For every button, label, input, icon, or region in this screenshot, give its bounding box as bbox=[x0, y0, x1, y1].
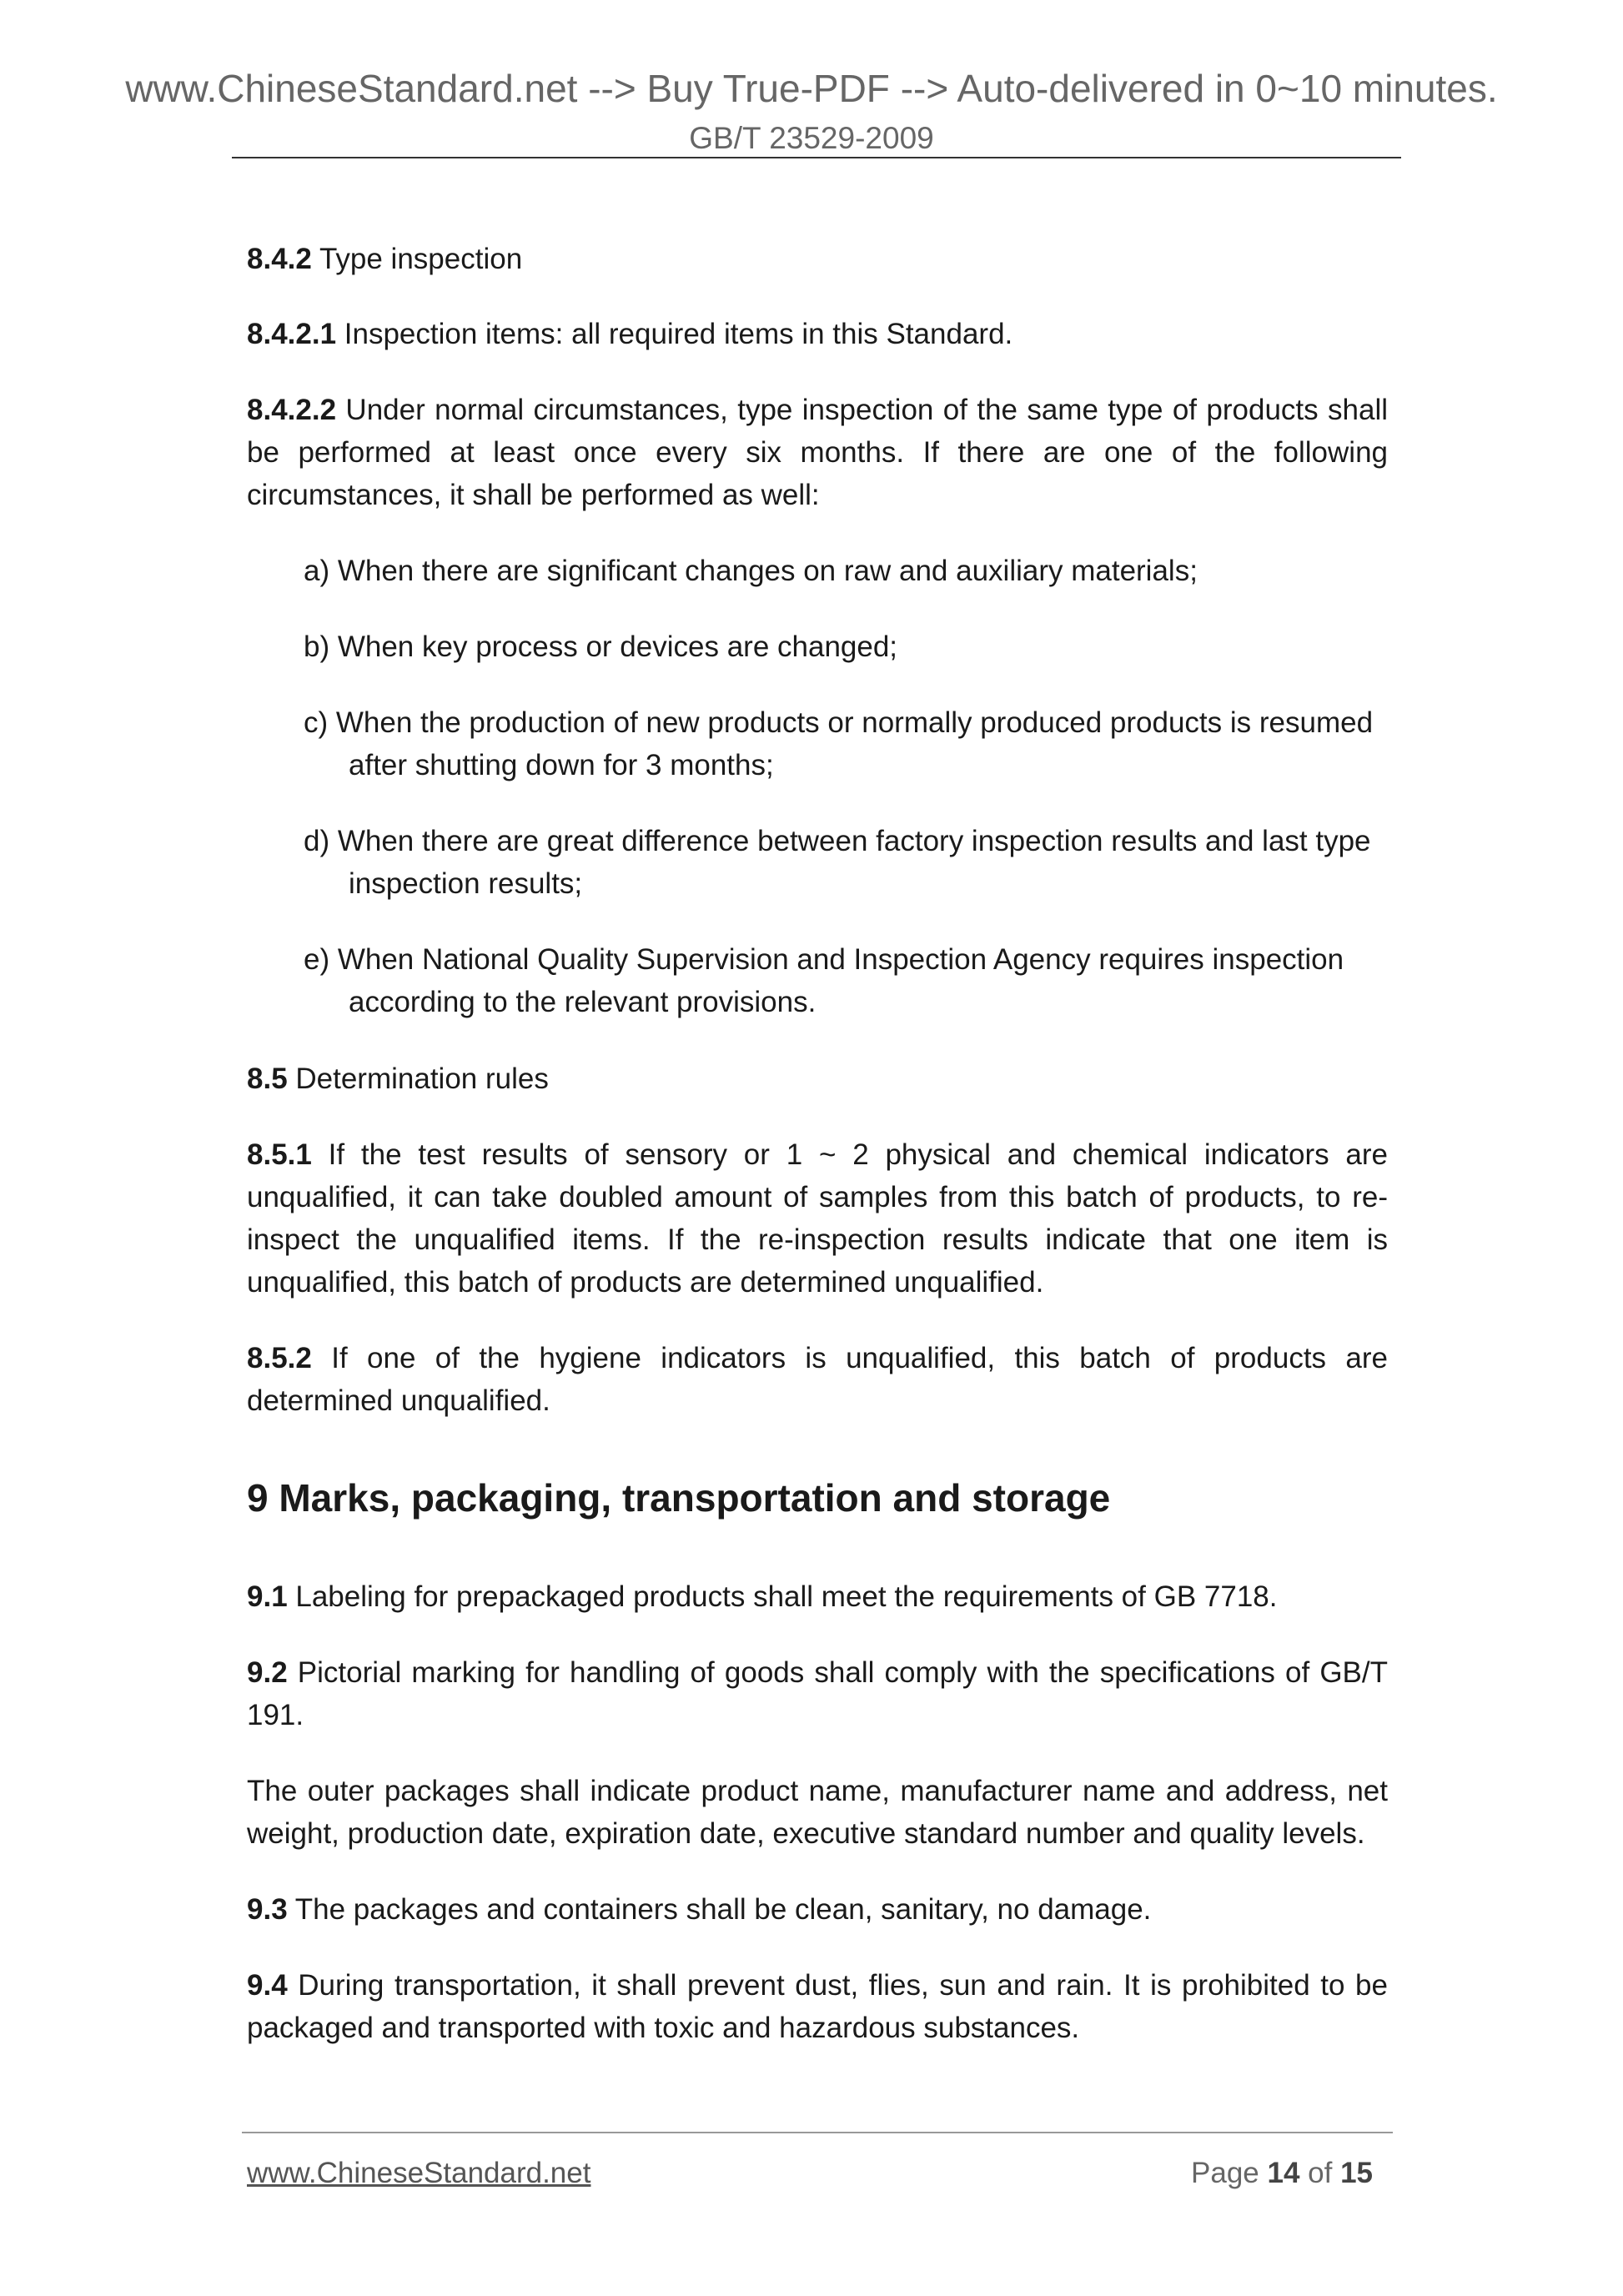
list-item-text: a) When there are significant changes on raw and auxiliary materials; bbox=[304, 555, 1198, 587]
clause-number: 8.4.2.1 bbox=[247, 318, 337, 350]
list-item-continuation: after shutting down for 3 months; bbox=[349, 749, 774, 781]
clause-text: The packages and containers shall be clean, sanitary, no damage. bbox=[287, 1893, 1152, 1926]
list-item-d bbox=[304, 820, 1388, 905]
list-item-c bbox=[304, 701, 1388, 786]
page-of: of bbox=[1299, 2157, 1341, 2189]
clause-8-4-2-2 bbox=[247, 389, 1388, 516]
clause-number: 9.2 bbox=[247, 1656, 288, 1689]
clause-8-5 bbox=[247, 1058, 1388, 1100]
clause-8-5-2 bbox=[247, 1337, 1388, 1422]
clause-9-3 bbox=[247, 1888, 1388, 1931]
page-total: 15 bbox=[1340, 2157, 1373, 2189]
clause-8-5-1 bbox=[247, 1133, 1388, 1304]
list-item-text: e) When National Quality Supervision and Inspection Agency requires inspection bbox=[304, 943, 1344, 976]
list-item-b bbox=[304, 625, 1388, 668]
list-item-continuation: inspection results; bbox=[349, 867, 583, 900]
clause-8-4-2 bbox=[247, 238, 1388, 280]
clause-text: Labeling for prepackaged products shall meet the requirements of GB 7718. bbox=[287, 1580, 1278, 1613]
clause-text: Determination rules bbox=[287, 1063, 549, 1095]
clause-9-1 bbox=[247, 1575, 1388, 1618]
clause-text: Type inspection bbox=[311, 243, 523, 275]
clause-number: 8.5.2 bbox=[247, 1342, 312, 1374]
standard-number: GB/T 23529-2009 bbox=[689, 121, 934, 155]
clause-text: If the test results of sensory or 1 ~ 2 physical and chemical indicators are unqualified, it can take doubled amount of samples from this batch of products, to re-inspect the unqualified items. If the re-inspection results indicate that one item is unqualified, this batch of products are determined unqualified. bbox=[247, 1138, 1388, 1299]
clause-8-4-2-1 bbox=[247, 313, 1388, 355]
clause-text: If one of the hygiene indicators is unqualified, this batch of products are determined unqualified. bbox=[247, 1342, 1388, 1417]
page-indicator bbox=[1191, 2153, 1373, 2193]
page-current: 14 bbox=[1267, 2157, 1300, 2189]
clause-number: 8.4.2.2 bbox=[247, 394, 337, 426]
clause-text: Inspection items: all required items in this Standard. bbox=[336, 318, 1013, 350]
list-item-text: c) When the production of new products or normally produced products is resumed bbox=[304, 706, 1374, 739]
list-item-e bbox=[304, 938, 1388, 1023]
header-banner: www.ChineseStandard.net --> Buy True-PDF --> Auto-delivered in 0~10 minutes. bbox=[125, 67, 1498, 110]
footer-divider bbox=[242, 2132, 1393, 2133]
outer-packages-paragraph: The outer packages shall indicate product name, manufacturer name and address, net weight, production date, expiration date, executive standard number and quality levels. bbox=[247, 1775, 1388, 1850]
clause-9-2 bbox=[247, 1651, 1388, 1736]
list-item-a bbox=[304, 550, 1388, 592]
clause-number: 8.5.1 bbox=[247, 1138, 312, 1171]
clause-text: Under normal circumstances, type inspection of the same type of products shall be performed at least once every six months. If there are one of the following circumstances, it shall be performed as well: bbox=[247, 394, 1388, 511]
clause-number: 9.3 bbox=[247, 1893, 288, 1926]
section-9-heading: 9 Marks, packaging, transportation and storage bbox=[247, 1476, 1111, 1520]
list-item-text: b) When key process or devices are changed; bbox=[304, 631, 898, 663]
header-divider bbox=[232, 157, 1401, 158]
footer-website-link[interactable]: www.ChineseStandard.net bbox=[247, 2157, 591, 2189]
list-item-continuation: according to the relevant provisions. bbox=[349, 986, 817, 1018]
clause-number: 9.4 bbox=[247, 1969, 288, 2002]
clause-number: 9.1 bbox=[247, 1580, 288, 1613]
page-label: Page bbox=[1191, 2157, 1268, 2189]
clause-text: During transportation, it shall prevent dust, flies, sun and rain. It is prohibited to be packaged and transported with toxic and hazardous substances. bbox=[247, 1969, 1388, 2044]
clause-number: 8.4.2 bbox=[247, 243, 312, 275]
list-item-text: d) When there are great difference between factory inspection results and last type bbox=[304, 825, 1371, 857]
clause-9-4 bbox=[247, 1964, 1388, 2049]
clause-number: 8.5 bbox=[247, 1063, 288, 1095]
clause-text: Pictorial marking for handling of goods shall comply with the specifications of GB/T 191. bbox=[247, 1656, 1388, 1731]
